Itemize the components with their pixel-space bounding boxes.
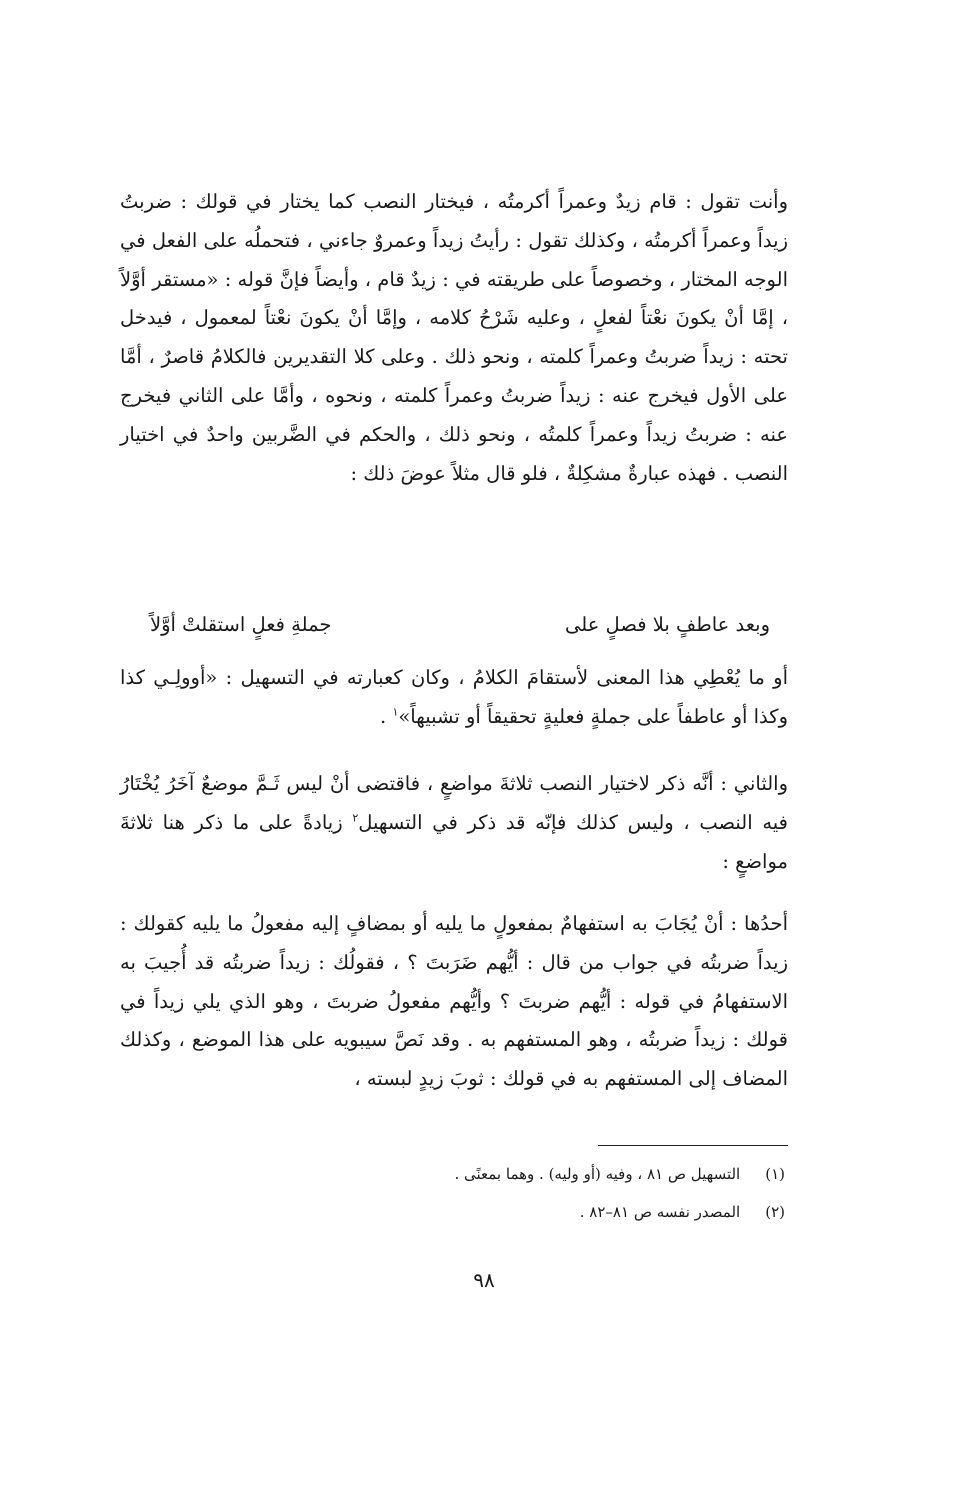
footnote-2-text: المصدر نفسه ص ٨١–٨٢ . [579, 1203, 741, 1221]
footnote-separator [598, 1145, 788, 1146]
paragraph-2 [120, 659, 788, 737]
footnote-2 [580, 1201, 785, 1223]
footnote-1-number: (١) [765, 1165, 785, 1183]
paragraph-3-text-a: والثاني : أنَّه ذكر لاختيار النصب ثلاثةَ مواضعٍ ، فاقتضى أنْ ليس ثَـمَّ موضعٌ آخَرُ يُخْتَارُ فيه النصب ، وليس كذلك فإنّه قد ذكر في التسهيل [120, 772, 789, 834]
paragraph-3 [120, 765, 788, 881]
footnote-1-text: التسهيل ص ٨١ ، وفيه (أو وليه) . وهما بمعنًى . [454, 1165, 741, 1183]
paragraph-2-end: . [380, 704, 393, 728]
paragraph-4: أحدُها : أنْ يُجَابَ به استفهامٌ بمفعولٍ ما يليه أو بمضافٍ إليه مفعولُ ما يليه كقولك : زيداً ضربتُه في جواب من قال : أيُّهم ضَرَبتَ ؟ ، فقولُك : زيداً ضربتُه قد أُجيبَ به الاستفهامُ في قوله : أيُّهم ضربتَ ؟ وأيُّهم مفعولُ ضربتَ ، وهو الذي يلي زيداً في قولك : زيداً ضربتُه ، وهو المستفهم به . وقد نَصَّ سيبويه على هذا الموضع ، وكذلك المضاف إلى المستفهم به في قولك : ثوبَ زيدٍ لبسته ، [120, 912, 788, 1091]
verse-second-hemistich: جملةِ فعلٍ استقلتْ أوَّلاً [150, 613, 332, 636]
paragraph-1: وأنت تقول : قام زيدٌ وعمراً أكرمتُه ، فيختار النصب كما يختار في قولك : ضربتُ زيداً وعمراً أكرمتُه ، وكذلك تقول : رأيتُ زيداً وعمروٌ جاءني ، فتحملُه على الفعل في الوجه المختار ، وخصوصاً على طريقته في : زيدٌ قام ، وأيضاً فإنَّ قوله : «مستقر أوَّلاً ، إمَّا أنْ يكونَ نعْتاً لفعلٍ ، وعليه شَرْحُ كلامه ، وإمَّا أنْ يكونَ نعْتاً لمعمول ، فيدخل تحته : زيداً ضربتُ وعمراً كلمته ، ونحو ذلك . وعلى كلا التقديرين فالكلامُ قاصرٌ ، أمَّا على الأول فيخرج عنه : زيداً ضربتُ وعمراً كلمته ، ونحوه ، وأمَّا على الثاني فيخرج عنه : ضربتُ زيداً وعمراً كلمتُه ، ونحو ذلك ، والحكم في الضَّربين واحدٌ في اختيار النصب . فهذه عبارةٌ مشكِلةٌ ، فلو قال مثلاً عوضَ ذلك : [120, 190, 788, 485]
page-number: ٩٨ [473, 1268, 495, 1292]
footnote-2-number: (٢) [765, 1203, 785, 1221]
footnote-ref-1: ١ [392, 705, 399, 719]
paragraph-3-text-b: زيادةً على ما ذكر هنا ثلاثةَ مواضعٍ : [120, 810, 788, 873]
footnote-ref-2: ٢ [352, 811, 359, 825]
verse-first-hemistich: وبعد عاطفٍ بلا فصلٍ على [565, 613, 770, 636]
paragraph-2-text: أو ما يُعْطِي هذا المعنى لأستقامَ الكلامُ ، وكان كعبارته في التسهيل : «أوولِـي كذا وكذا أو عاطفاً على جملةٍ فعليةٍ تحقيقاً أو تشبيهاً» [120, 666, 788, 728]
verse-line [150, 606, 770, 644]
footnote-1 [454, 1163, 785, 1185]
